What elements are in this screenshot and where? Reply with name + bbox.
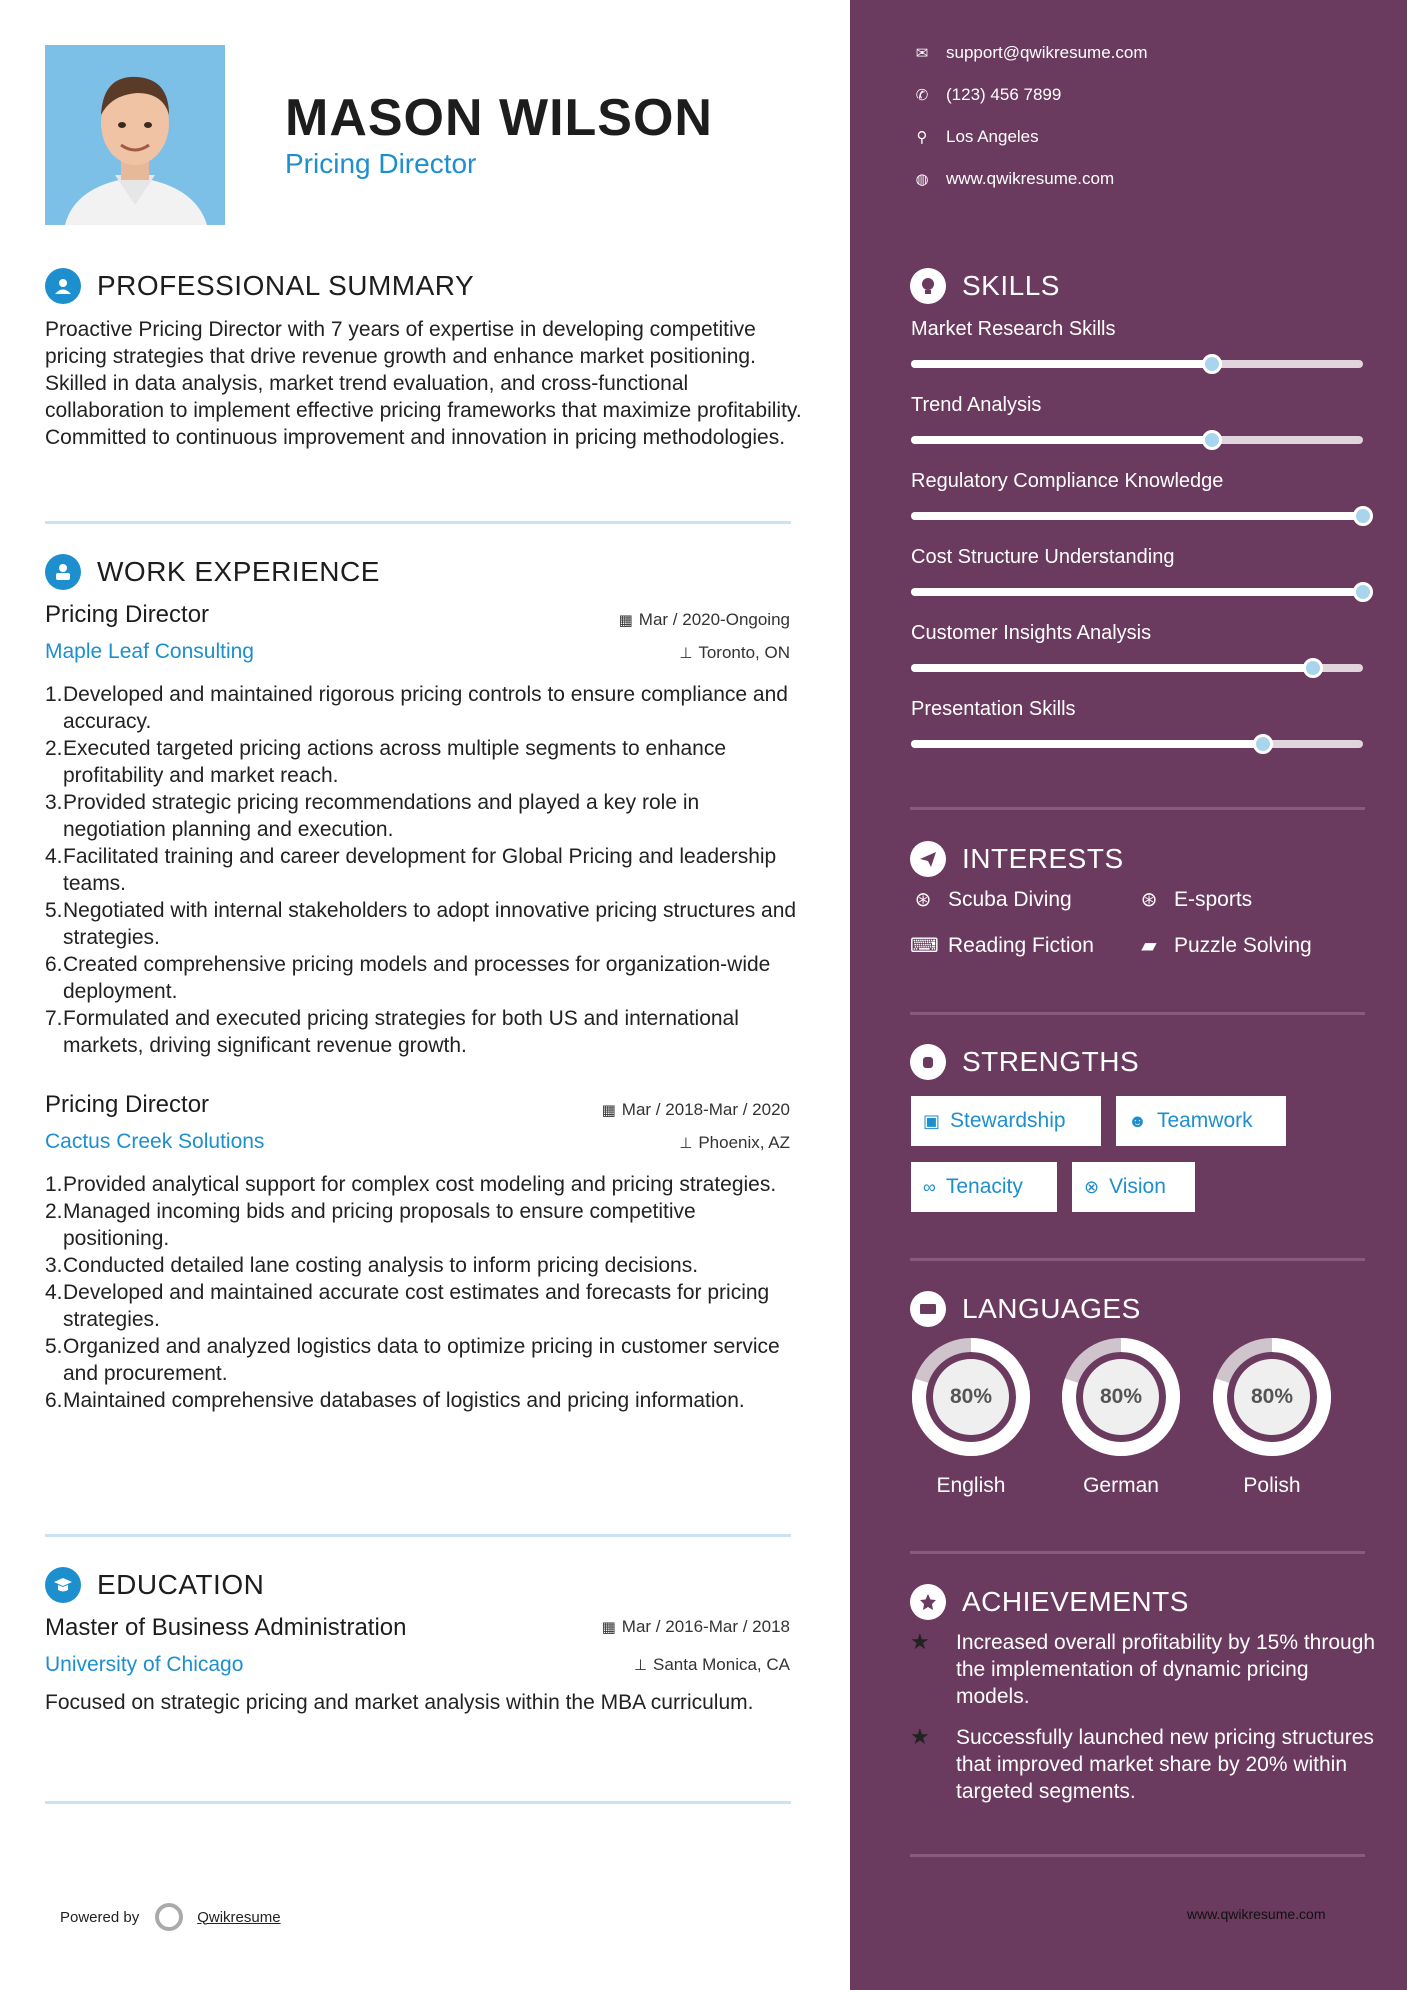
achievements-title: ACHIEVEMENTS [962, 1586, 1189, 1617]
job-duties [45, 681, 805, 1059]
profile-photo [45, 45, 225, 225]
language-icon [910, 1291, 946, 1327]
skill-bar-fill [911, 664, 1313, 672]
job-location: ⊥ Phoenix, AZ [679, 1133, 790, 1152]
skill-bar-handle [1353, 506, 1373, 526]
languages-heading [910, 1291, 1141, 1327]
interest-item: ⊛ Scuba Diving [910, 887, 1072, 912]
language-name: English [936, 1474, 1006, 1497]
language-item [910, 1336, 1032, 1498]
summary-title: PROFESSIONAL SUMMARY [97, 270, 475, 301]
interests-heading [910, 841, 1124, 877]
fist-icon [910, 1044, 946, 1080]
life-ring-icon: ⊛ [914, 889, 932, 911]
lightbulb-icon [910, 268, 946, 304]
list-item: 7. Formulated and executed pricing strategies for both US and international markets, driving significant revenue growth. [45, 1007, 739, 1057]
job-title: Pricing Director [45, 601, 210, 628]
globe-icon: ◍ [915, 171, 929, 188]
briefcase-user-icon [45, 554, 81, 590]
list-item: 2. Managed incoming bids and pricing proposals to ensure competitive positioning. [45, 1200, 696, 1250]
pin-icon: ⊥ [679, 645, 693, 662]
contact-email[interactable]: ✉ support@qwikresume.com [910, 43, 1148, 63]
language-name: German [1083, 1474, 1159, 1497]
education-title: EDUCATION [97, 1569, 265, 1600]
envelope-icon: ✉ [915, 45, 929, 62]
language-name: Polish [1243, 1474, 1301, 1497]
summary-heading [45, 268, 474, 304]
divider [45, 521, 791, 524]
strengths-title: STRENGTHS [962, 1046, 1140, 1077]
skill-label: Customer Insights Analysis [911, 622, 1152, 644]
list-item: 5. Organized and analyzed logistics data to optimize pricing in customer service and procurement. [45, 1335, 780, 1385]
skill-bar [911, 360, 1363, 368]
candidate-title: Pricing Director [285, 148, 477, 179]
life-ring-icon: ⊛ [1140, 889, 1158, 911]
education-dates: ▦ Mar / 2016-Mar / 2018 [601, 1617, 790, 1636]
calendar-icon: ▦ [601, 1619, 616, 1636]
job-dates: ▦ Mar / 2018-Mar / 2020 [601, 1100, 790, 1119]
skill-label: Presentation Skills [911, 698, 1076, 720]
footer-site[interactable]: www.qwikresume.com [1187, 1906, 1326, 1922]
skill-bar-fill [911, 512, 1363, 520]
list-item: 1. Developed and maintained rigorous pricing controls to ensure compliance and accuracy. [45, 683, 788, 733]
star-icon: ★ [910, 1724, 930, 1749]
powered-by-label: Powered by [60, 1908, 140, 1926]
skill-bar-handle [1353, 582, 1373, 602]
skill-bar-handle [1253, 734, 1273, 754]
star-icon: ★ [910, 1629, 930, 1654]
strength-chip: ⊗ Vision [1072, 1162, 1195, 1212]
contact-location: ⚲ Los Angeles [910, 127, 1039, 147]
achievement-item: ★ Increased overall profitability by 15% through the implementation of dynamic pricing models. [910, 1629, 1376, 1708]
job-duties [45, 1171, 805, 1414]
skills-heading [910, 268, 1060, 304]
powered-by [60, 1903, 281, 1931]
skill-bar [911, 740, 1363, 748]
pin-icon: ⊥ [679, 1135, 693, 1152]
list-item: 3. Conducted detailed lane costing analysis to inform pricing decisions. [45, 1254, 699, 1277]
graduation-icon [45, 1567, 81, 1603]
education-heading [45, 1567, 264, 1603]
interest-item: ⌨ Reading Fiction [910, 933, 1094, 957]
list-item: 4. Facilitated training and career development for Global Pricing and leadership teams. [45, 845, 777, 895]
language-item [1211, 1336, 1333, 1498]
strength-chip: ∞ Tenacity [911, 1162, 1057, 1212]
skill-bar [911, 436, 1363, 444]
list-item: 6. Maintained comprehensive databases of logistics and pricing information. [45, 1389, 745, 1412]
candidate-name: MASON WILSON [285, 89, 713, 147]
contact-phone[interactable]: ✆ (123) 456 7899 [910, 85, 1061, 105]
skill-bar-fill [911, 740, 1263, 748]
qwikresume-logo-icon [155, 1903, 183, 1931]
paper-plane-icon [910, 841, 946, 877]
interest-item: ▰ Puzzle Solving [1136, 933, 1312, 958]
skill-bar-fill [911, 436, 1212, 444]
skill-label: Market Research Skills [911, 318, 1116, 340]
languages-title: LANGUAGES [962, 1293, 1141, 1324]
experience-title: WORK EXPERIENCE [97, 556, 380, 587]
divider [910, 1854, 1365, 1857]
binoculars-icon: ⊗ [1084, 1176, 1100, 1197]
job-location: ⊥ Toronto, ON [679, 643, 790, 662]
achievement-item: ★ Successfully launched new pricing structures that improved market share by 20% within targeted segments. [910, 1724, 1374, 1803]
calendar-icon: ▦ [601, 1102, 616, 1119]
experience-heading [45, 554, 380, 590]
calendar-icon: ▦ [618, 612, 633, 629]
job-title: Pricing Director [45, 1091, 210, 1118]
skill-bar [911, 588, 1363, 596]
users-icon: ☻ [1128, 1110, 1147, 1131]
strength-chip: ☻ Teamwork [1116, 1096, 1286, 1146]
divider [45, 1801, 791, 1804]
briefcase-icon: ▣ [923, 1110, 941, 1131]
list-item: 4. Developed and maintained accurate cost estimates and forecasts for pricing strategies. [45, 1281, 770, 1331]
interests-title: INTERESTS [962, 843, 1124, 874]
divider [910, 1551, 1365, 1554]
school: University of Chicago [45, 1653, 244, 1676]
language-percent: 80% [1099, 1385, 1143, 1408]
map-marker-icon: ⚲ [916, 129, 928, 146]
divider [45, 1534, 791, 1537]
divider [910, 1012, 1365, 1015]
skills-title: SKILLS [962, 270, 1060, 301]
skill-bar [911, 512, 1363, 520]
divider [910, 807, 1365, 810]
skill-bar [911, 664, 1363, 672]
gamepad-icon: ⌨ [910, 935, 939, 957]
strength-chip: ▣ Stewardship [911, 1096, 1101, 1146]
job-company: Maple Leaf Consulting [45, 640, 254, 663]
divider [910, 1258, 1365, 1261]
book-icon: ▰ [1141, 935, 1157, 957]
job-dates: ▦ Mar / 2020-Ongoing [618, 610, 790, 629]
skill-label: Trend Analysis [911, 394, 1042, 416]
skill-label: Cost Structure Understanding [911, 546, 1175, 568]
education-location: ⊥ Santa Monica, CA [633, 1655, 790, 1674]
language-percent: 80% [949, 1385, 993, 1408]
brand-link[interactable]: Qwikresume [197, 1908, 281, 1926]
summary-text: Proactive Pricing Director with 7 years of expertise in developing competitive pricing strategies that drive revenue growth and enhance market positioning. Skilled in data analysis, market trend evaluation, and cross-functional collaboration to implement effective pricing frameworks that maximize profitability. Committed to continuous improvement and innovation in pricing methodologies. [45, 318, 802, 449]
job-company: Cactus Creek Solutions [45, 1130, 265, 1153]
language-percent: 80% [1250, 1385, 1294, 1408]
user-icon [45, 268, 81, 304]
star-badge-icon [910, 1584, 946, 1620]
strengths-heading [910, 1044, 1139, 1080]
skill-bar-fill [911, 360, 1212, 368]
skill-bar-fill [911, 588, 1363, 596]
list-item: 2. Executed targeted pricing actions across multiple segments to enhance profitability and market reach. [45, 737, 727, 787]
language-item [1060, 1336, 1182, 1498]
interest-item: ⊛ E-sports [1136, 887, 1252, 912]
skill-bar-handle [1303, 658, 1323, 678]
skill-label: Regulatory Compliance Knowledge [911, 470, 1224, 492]
education-description: Focused on strategic pricing and market analysis within the MBA curriculum. [45, 1691, 754, 1714]
list-item: 5. Negotiated with internal stakeholders to adopt innovative pricing structures and strategies. [45, 899, 797, 949]
phone-icon: ✆ [915, 87, 929, 104]
list-item: 1. Provided analytical support for complex cost modeling and pricing strategies. [45, 1173, 777, 1196]
achievements-heading [910, 1584, 1189, 1620]
list-item: 6. Created comprehensive pricing models and processes for organization-wide deployment. [45, 953, 771, 1003]
pin-icon: ⊥ [633, 1657, 647, 1674]
contact-website[interactable]: ◍ www.qwikresume.com [910, 169, 1114, 189]
degree: Master of Business Administration [45, 1614, 407, 1641]
link-icon: ∞ [923, 1176, 936, 1197]
list-item: 3. Provided strategic pricing recommendations and played a key role in negotiation planning and execution. [45, 791, 700, 841]
